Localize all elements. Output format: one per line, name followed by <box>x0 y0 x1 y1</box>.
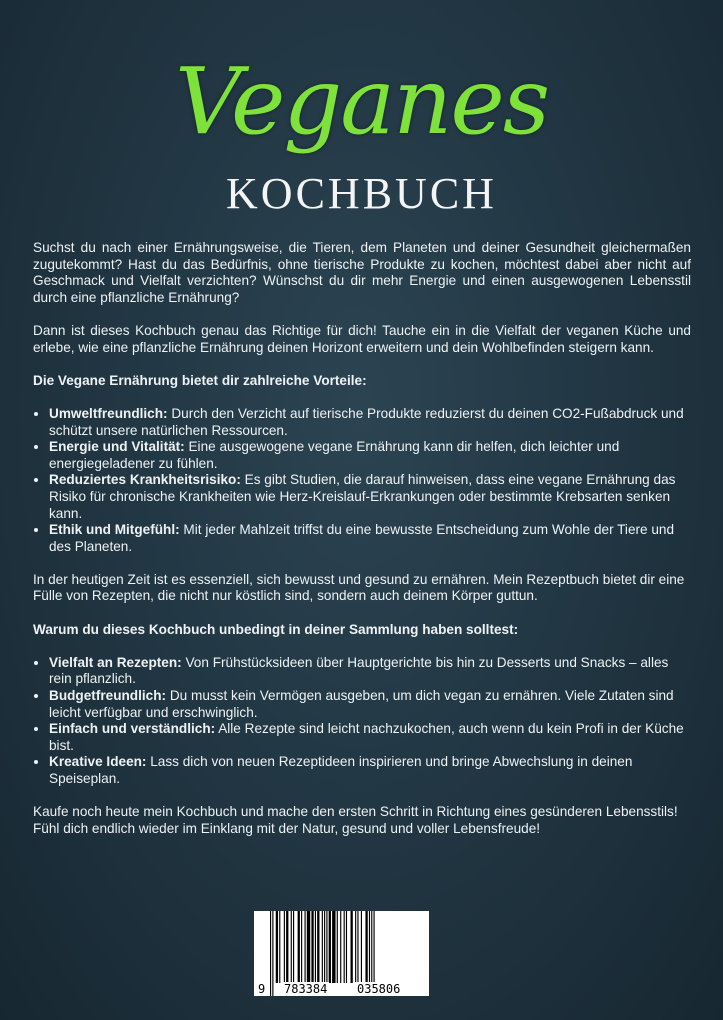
barcode-bar <box>357 911 358 983</box>
barcode-bar <box>361 911 362 983</box>
barcode-bar <box>286 911 288 983</box>
barcode-bar <box>307 911 310 983</box>
list-item <box>49 439 691 472</box>
list-item <box>49 406 691 439</box>
item-text: Alle Rezepte sind leicht nachzukochen, auch wenn du kein Profi in der Küche bist. <box>49 721 684 753</box>
item-title: Einfach und verständlich: <box>49 721 216 737</box>
item-title: Energie und Vitalität: <box>49 439 185 455</box>
barcode-bar <box>279 911 280 983</box>
reasons-list <box>33 655 691 788</box>
barcode-bar <box>326 911 327 983</box>
item-title: Umweltfreundlich: <box>49 405 168 421</box>
barcode-bar <box>293 911 294 983</box>
title-kochbuch: KOCHBUCH <box>226 169 497 218</box>
item-text: Mit jeder Mahlzeit triffst du eine bewusste Entscheidung zum Wohle der Tiere und des Planeten. <box>49 522 675 554</box>
barcode-digit-first: 9 <box>258 982 266 996</box>
item-text: Durch den Verzicht auf tierische Produkte reduzierst du deinen CO2-Fußabdruck und schützt unsere natürlichen Ressourcen. <box>49 405 684 438</box>
barcode-bar <box>329 911 331 983</box>
item-text: Du musst kein Vermögen ausgeben, um dich vegan zu ernähren. Viele Zutaten sind leicht verfügbar und erschwinglich. <box>49 688 674 720</box>
barcode-bar <box>365 911 367 983</box>
barcode-bar <box>284 911 285 983</box>
barcode-bar <box>332 911 335 983</box>
barcode-bar <box>305 911 306 983</box>
reasons-heading <box>33 622 691 639</box>
item-title: Vielfalt an Rezepten: <box>49 654 182 670</box>
item-text: Lass dich von neuen Rezeptideen inspirieren und bringe Abwechslung in deinen Speiseplan. <box>49 754 633 786</box>
barcode-bar <box>337 911 338 983</box>
middle-paragraph: In der heutigen Zeit ist es essenziell, sich bewusst und gesund zu ernähren. Mein Rezeptbuch bietet dir eine Fülle von Rezepten, die nicht nur köstlich sind, sondern auch deinem Körper guttun. <box>33 571 685 604</box>
barcode-bar <box>270 911 271 996</box>
barcode-bar <box>317 911 319 983</box>
back-cover-text <box>33 240 691 854</box>
barcode-bar <box>369 911 370 983</box>
barcode-digits-left: 783384 <box>284 982 328 996</box>
list-item <box>49 721 691 754</box>
barcode-bar <box>291 911 292 983</box>
barcode-bar <box>301 911 302 983</box>
intro-paragraph-2: Dann ist dieses Kochbuch genau das Richtige für dich! Tauche ein in die Vielfalt der veganen Küche und erlebe, wie eine pflanzliche Ernährung deinen Horizont erweitern und dein Wohlbefinden steigern kann. <box>33 322 691 355</box>
list-item <box>49 522 691 555</box>
item-title: Reduziertes Krankheitsrisiko: <box>49 472 241 488</box>
item-text: Eine ausgewogene vegane Ernährung kann dir helfen, dich leichter und energiegeladener zu fühlen. <box>49 439 620 471</box>
item-text: Von Frühstücksideen über Hauptgerichte bis hin zu Desserts und Snacks – alles rein pflanzlich. <box>49 654 669 687</box>
barcode-bar <box>298 911 300 983</box>
item-title: Budgetfreundlich: <box>49 688 167 704</box>
barcode-bar <box>272 911 273 996</box>
item-title: Kreative Ideen: <box>49 754 147 770</box>
barcode-bar <box>340 911 341 983</box>
intro-paragraph-1: Suchst du nach einer Ernährungsweise, die Tieren, dem Planeten und deiner Gesundheit gleichermaßen zugutekommt? Hast du das Bedürfnis, ohne tierische Produkte zu kochen, möchtest dabei aber nicht auf Geschmack und Vielfalt verzichten? Wünschst du dir mehr Energie und einen ausgewogenen Lebensstil durch eine pflanzliche Ernährung? <box>33 240 691 305</box>
list-item <box>49 688 691 721</box>
barcode-bar <box>355 911 356 983</box>
item-title: Ethik und Mitgefühl: <box>49 522 180 538</box>
list-item <box>49 655 691 688</box>
barcode-bar <box>315 911 316 983</box>
barcode-digits-right: 035806 <box>357 982 401 996</box>
barcode-bar <box>346 911 347 983</box>
title-veganes: Veganes <box>174 48 549 155</box>
barcode-bar <box>351 911 353 983</box>
benefits-heading <box>33 373 691 390</box>
reasons-heading-text: Warum du dieses Kochbuch unbedingt in deiner Sammlung haben solltest: <box>33 621 519 637</box>
list-item <box>49 472 691 522</box>
barcode-bar <box>344 911 345 983</box>
barcode-bar <box>276 911 278 983</box>
closing-paragraph: Kaufe noch heute mein Kochbuch und mache den ersten Schritt in Richtung eines gesünderen Lebensstils! Fühl dich endlich wieder im Einklang mit der Natur, gesund und voller Lebensfreude! <box>33 804 678 836</box>
benefits-list <box>33 406 691 555</box>
barcode-bar <box>311 911 313 983</box>
isbn-barcode <box>254 911 429 996</box>
list-item <box>49 754 691 787</box>
item-text: Es gibt Studien, die darauf hinweisen, dass eine vegane Ernährung das Risiko für chronische Krankheiten wie Herz-Kreislauf-Erkrankungen oder bestimmte Krebsarten senken kann. <box>49 472 676 521</box>
benefits-heading-text: Die Vegane Ernährung bietet dir zahlreiche Vorteile: <box>33 372 367 388</box>
